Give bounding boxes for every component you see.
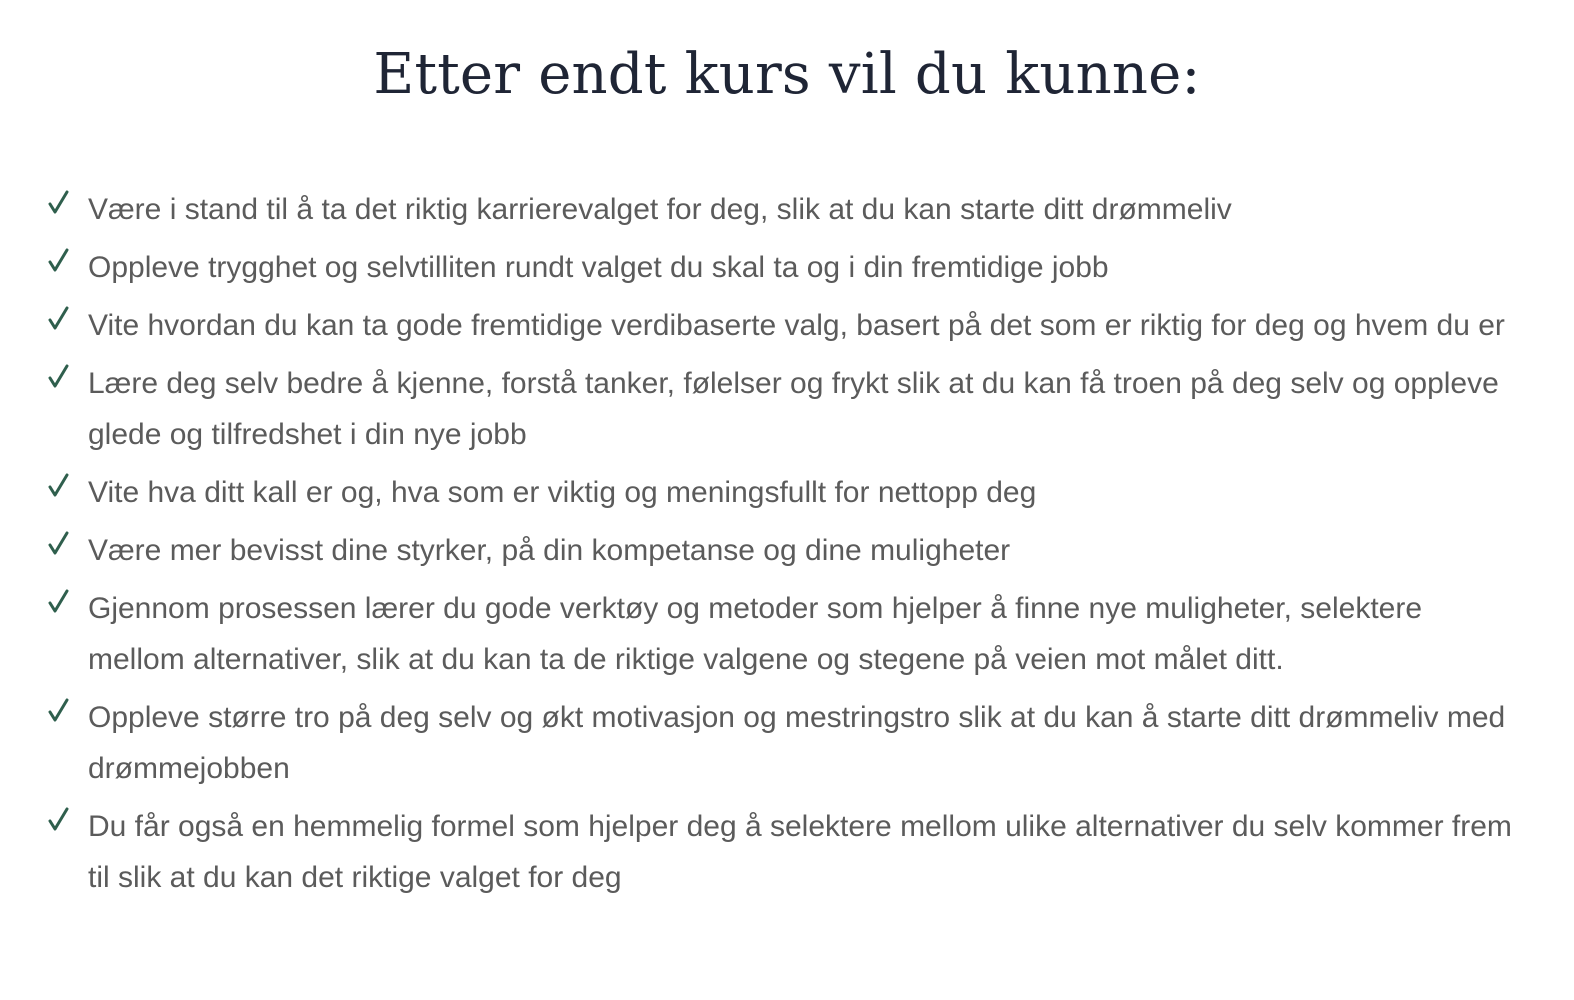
list-item bbox=[48, 242, 1518, 293]
list-item bbox=[48, 801, 1518, 903]
list-item-text: Gjennom prosessen lærer du gode verktøy og metoder som hjelper å finne nye muligheter, selektere mellom alternativer, slik at du kan ta de riktige valgene og stegene på veien mot målet ditt. bbox=[88, 592, 1423, 676]
page-title: Etter endt kurs vil du kunne: bbox=[373, 42, 1201, 107]
list-item-text: Du får også en hemmelig formel som hjelper deg å selektere mellom ulike alternativer du selv kommer frem til slik at du kan det riktige valget for deg bbox=[88, 810, 1512, 894]
checkmark-icon bbox=[48, 467, 88, 517]
list-item-text: Oppleve trygghet og selvtilliten rundt valget du skal ta og i din fremtidige jobb bbox=[88, 251, 1109, 284]
list-item bbox=[48, 525, 1518, 576]
list-item bbox=[48, 467, 1518, 518]
list-item-text: Være i stand til å ta det riktig karrierevalget for deg, slik at du kan starte ditt drømmeliv bbox=[88, 193, 1232, 226]
list-item bbox=[48, 358, 1518, 460]
list-item bbox=[48, 184, 1518, 235]
list-item-text: Være mer bevisst dine styrker, på din kompetanse og dine muligheter bbox=[88, 534, 1011, 567]
checkmark-icon bbox=[48, 692, 88, 742]
checkmark-icon bbox=[48, 525, 88, 575]
list-item-text: Vite hvordan du kan ta gode fremtidige verdibaserte valg, basert på det som er riktig for deg og hvem du er bbox=[88, 309, 1505, 342]
outcomes-list bbox=[48, 184, 1518, 910]
list-item bbox=[48, 692, 1518, 794]
checkmark-icon bbox=[48, 583, 88, 633]
checkmark-icon bbox=[48, 184, 88, 234]
checkmark-icon bbox=[48, 242, 88, 292]
checkmark-icon bbox=[48, 300, 88, 350]
list-item bbox=[48, 583, 1518, 685]
list-item-text: Vite hva ditt kall er og, hva som er viktig og meningsfullt for nettopp deg bbox=[88, 476, 1037, 509]
list-item bbox=[48, 300, 1518, 351]
list-item-text: Lære deg selv bedre å kjenne, forstå tanker, følelser og frykt slik at du kan få troen på deg selv og oppleve glede og tilfredshet i din nye jobb bbox=[88, 367, 1499, 451]
checkmark-icon bbox=[48, 801, 88, 851]
checkmark-icon bbox=[48, 358, 88, 408]
list-item-text: Oppleve større tro på deg selv og økt motivasjon og mestringstro slik at du kan å starte ditt drømmeliv med drømmejobben bbox=[88, 701, 1506, 785]
